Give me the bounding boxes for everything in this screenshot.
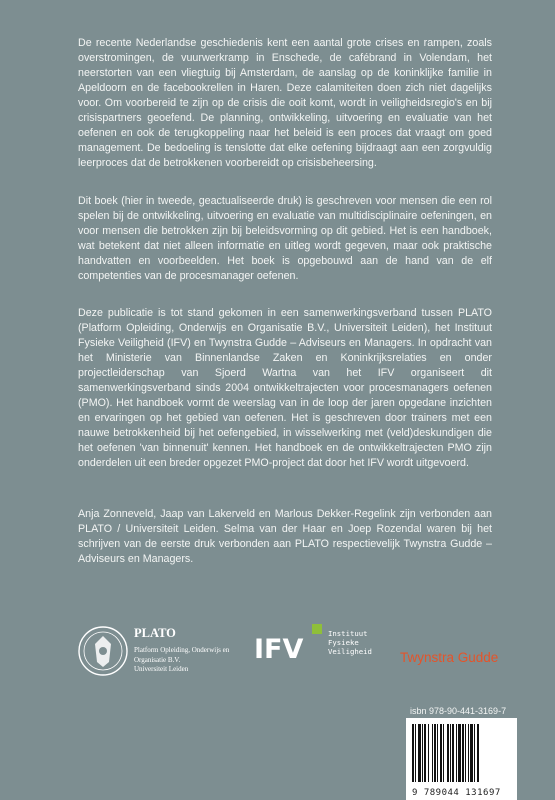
- ifv-line-3: Veiligheid: [328, 646, 372, 656]
- ifv-accent-icon: [312, 624, 322, 634]
- plato-logo-subtitle: [134, 646, 254, 675]
- paragraph-publication-origin: Deze publicatie is tot stand gekomen in een samenwerkingsverband tussen PLATO (Platform Opleiding, Onderwijs en Organisatie B.V., Universiteit Leiden), het Instituut Fysieke Veiligheid (IFV) en Twynstra Gudde – Adviseurs en Managers. In opdracht van het Ministerie van Binnenlandse Zaken en Koninkrijksrelaties en onder projectleiderschap van Sjoerd Wartna van het IFV organiseert dit samenwerkingsverband sinds 2004 ontwikkeltrajecten voor procesmanagers oefenen (PMO). Het handboek vormt de weerslag van in de loop der jaren opgedane inzichten en ervaringen op het gebied van oefenen. Het is geschreven door trainers met een nauwe betrokkenheid bij het oefengebied, in wisselwerking met (veld)deskundigen die het oefenen 'van binnenuit' kennen. Het handboek en de ontwikkeltrajecten PMO zijn onderdelen uit een breder opgezet PMO-project dat door het IFV wordt uitgevoerd.: [78, 307, 492, 469]
- plato-logo-name: PLATO: [134, 626, 176, 640]
- plato-line-3: Universiteit Leiden: [134, 665, 189, 673]
- paragraph-authors: Anja Zonneveld, Jaap van Lakerveld en Marlous Dekker-Regelink zijn verbonden aan PLATO / Universiteit Leiden. Selma van der Haar en Joep Rozendal waren bij het schrijven van de eerste druk verbonden aan PLATO respectievelijk Twynstra Gudde – Adviseurs en Managers.: [78, 508, 492, 565]
- twynstra-gudde-logo: Twynstra Gudde: [400, 650, 499, 665]
- plato-line-2: Organisatie B.V.: [134, 655, 181, 664]
- partner-logos: [0, 600, 555, 720]
- ifv-logo-subtitle: [328, 630, 372, 656]
- barcode-bars-icon: [406, 718, 517, 784]
- plato-line-1: Platform Opleiding, Onderwijs en: [134, 646, 230, 654]
- barcode-digits: 9 789044 131697: [412, 788, 501, 798]
- ifv-logo-letters: IFV: [254, 634, 304, 665]
- ifv-line-1: Instituut: [328, 629, 368, 638]
- paragraph-intro: De recente Nederlandse geschiedenis kent een aantal grote crises en rampen, zoals overstromingen, de vuurwerkramp in Enschede, de cafébrand in Volendam, het neerstorten van een vliegtuig bij Amsterdam, de aanslag op de koninklijke familie in Apeldoorn en de facebookrellen in Haren. Deze calamiteiten doen zich niet dagelijks voor. Om voorbereid te zijn op de crisis die ooit komt, wordt in veiligheidsregio's en bij crisispartners geoefend. De planning, ontwikkeling, uitvoering en evaluatie van het oefenen en ook de terugkoppeling naar het beleid is een proces dat vraagt om goed management. De bedoeling is tenslotte dat elke oefening bijdraagt aan een zorgvuldig leerproces dat de betrokkenen voorbereidt op crisisbeheersing.: [78, 37, 492, 169]
- paragraph-book-purpose: Dit boek (hier in tweede, geactualiseerde druk) is geschreven voor mensen die een rol spelen bij de ontwikkeling, uitvoering en evaluatie van multidisciplinaire oefeningen, en voor mensen die betrokken zijn bij beleidsvorming op dit gebied. Het is een handboek, wat betekent dat niet alleen informatie en uitleg wordt gegeven, maar ook praktische handvatten en voorbeelden. Het boek is opgebouwd aan de hand van de elf competenties van de procesmanager oefenen.: [78, 195, 492, 282]
- isbn-label: isbn 978-90-441-3169-7: [410, 706, 507, 716]
- barcode: [406, 718, 517, 800]
- university-seal-icon: [78, 622, 128, 680]
- ifv-line-2: Fysieke: [328, 637, 359, 647]
